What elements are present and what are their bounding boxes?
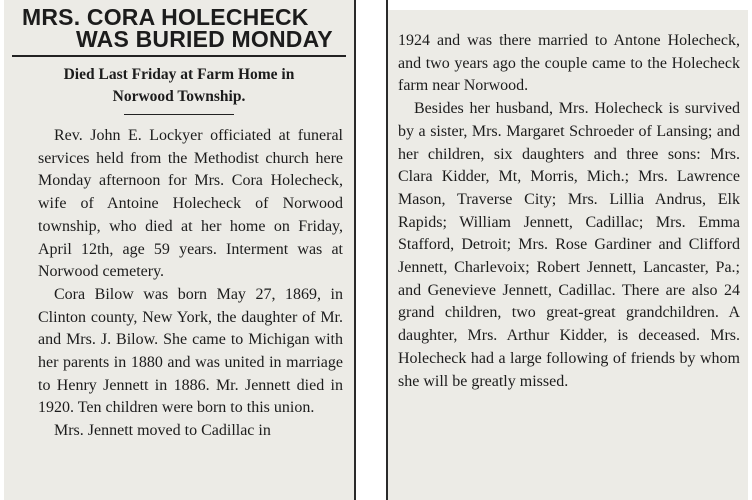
subheadline-line-1: Died Last Friday at Farm Home in: [63, 66, 295, 83]
article-paragraph: Cora Bilow was born May 27, 1869, in Clinton county, New York, the daughter of Mr. and Mrs. J. Bilow. She came to Michigan with her parents in 1880 and was united in marriage to Henry Jennett in 1886. Mr. Jennett died in 1920. Ten children were born to this union.: [38, 285, 343, 417]
headline-line-1: MRS. CORA HOLECHECK: [22, 4, 309, 30]
right-article-body: [398, 30, 740, 393]
article-paragraph: Besides her husband, Mrs. Holecheck is survived by a sister, Mrs. Margaret Schroeder of Lansing; and her children, six daughters and three sons: Mrs. Clara Kidder, Mt, Morris, Mich.; Mrs. Lawrence Mason, Traverse City; Mrs. Lillia Andrus, Elk Rapids; William Jennett, Cadillac; Mrs. Emma Stafford, Detroit; Mrs. Rose Gardiner and Clifford Jennett, Charlevoix; Robert Jennett, Lancaster, Pa.; and Genevieve Jennett, Cadillac. There are also 24 grand children, two great-great grandchildren. A daughter, Mrs. Arthur Kidder, is deceased. Mrs. Holecheck had a large following of friends by whom she will be greatly missed.: [398, 100, 740, 390]
subheadline-line-2: Norwood Township.: [112, 88, 246, 105]
headline-line-2: WAS BURIED MONDAY: [76, 26, 333, 52]
right-clipping-column: [386, 0, 748, 500]
clipping-top-edge: [388, 0, 748, 10]
left-article-body: [38, 125, 343, 443]
subheadline: [4, 64, 354, 108]
article-paragraph: Rev. John E. Lockyer officiated at funeral services held from the Methodist church here Monday afternoon for Mrs. Cora Holecheck, wife of Antoine Holecheck of Norwood township, who died at her home on Friday, April 12th, age 59 years. Interment was at Norwood cemetery.: [38, 127, 343, 281]
article-paragraph: Mrs. Jennett moved to Cadillac in: [54, 422, 271, 440]
subheadline-rule: [124, 114, 234, 115]
headline-rule: [12, 55, 346, 57]
article-paragraph: 1924 and was there married to Antone Holecheck, and two years ago the couple came to the Holecheck farm near Norwood.: [398, 32, 740, 95]
left-clipping-column: [4, 0, 356, 500]
